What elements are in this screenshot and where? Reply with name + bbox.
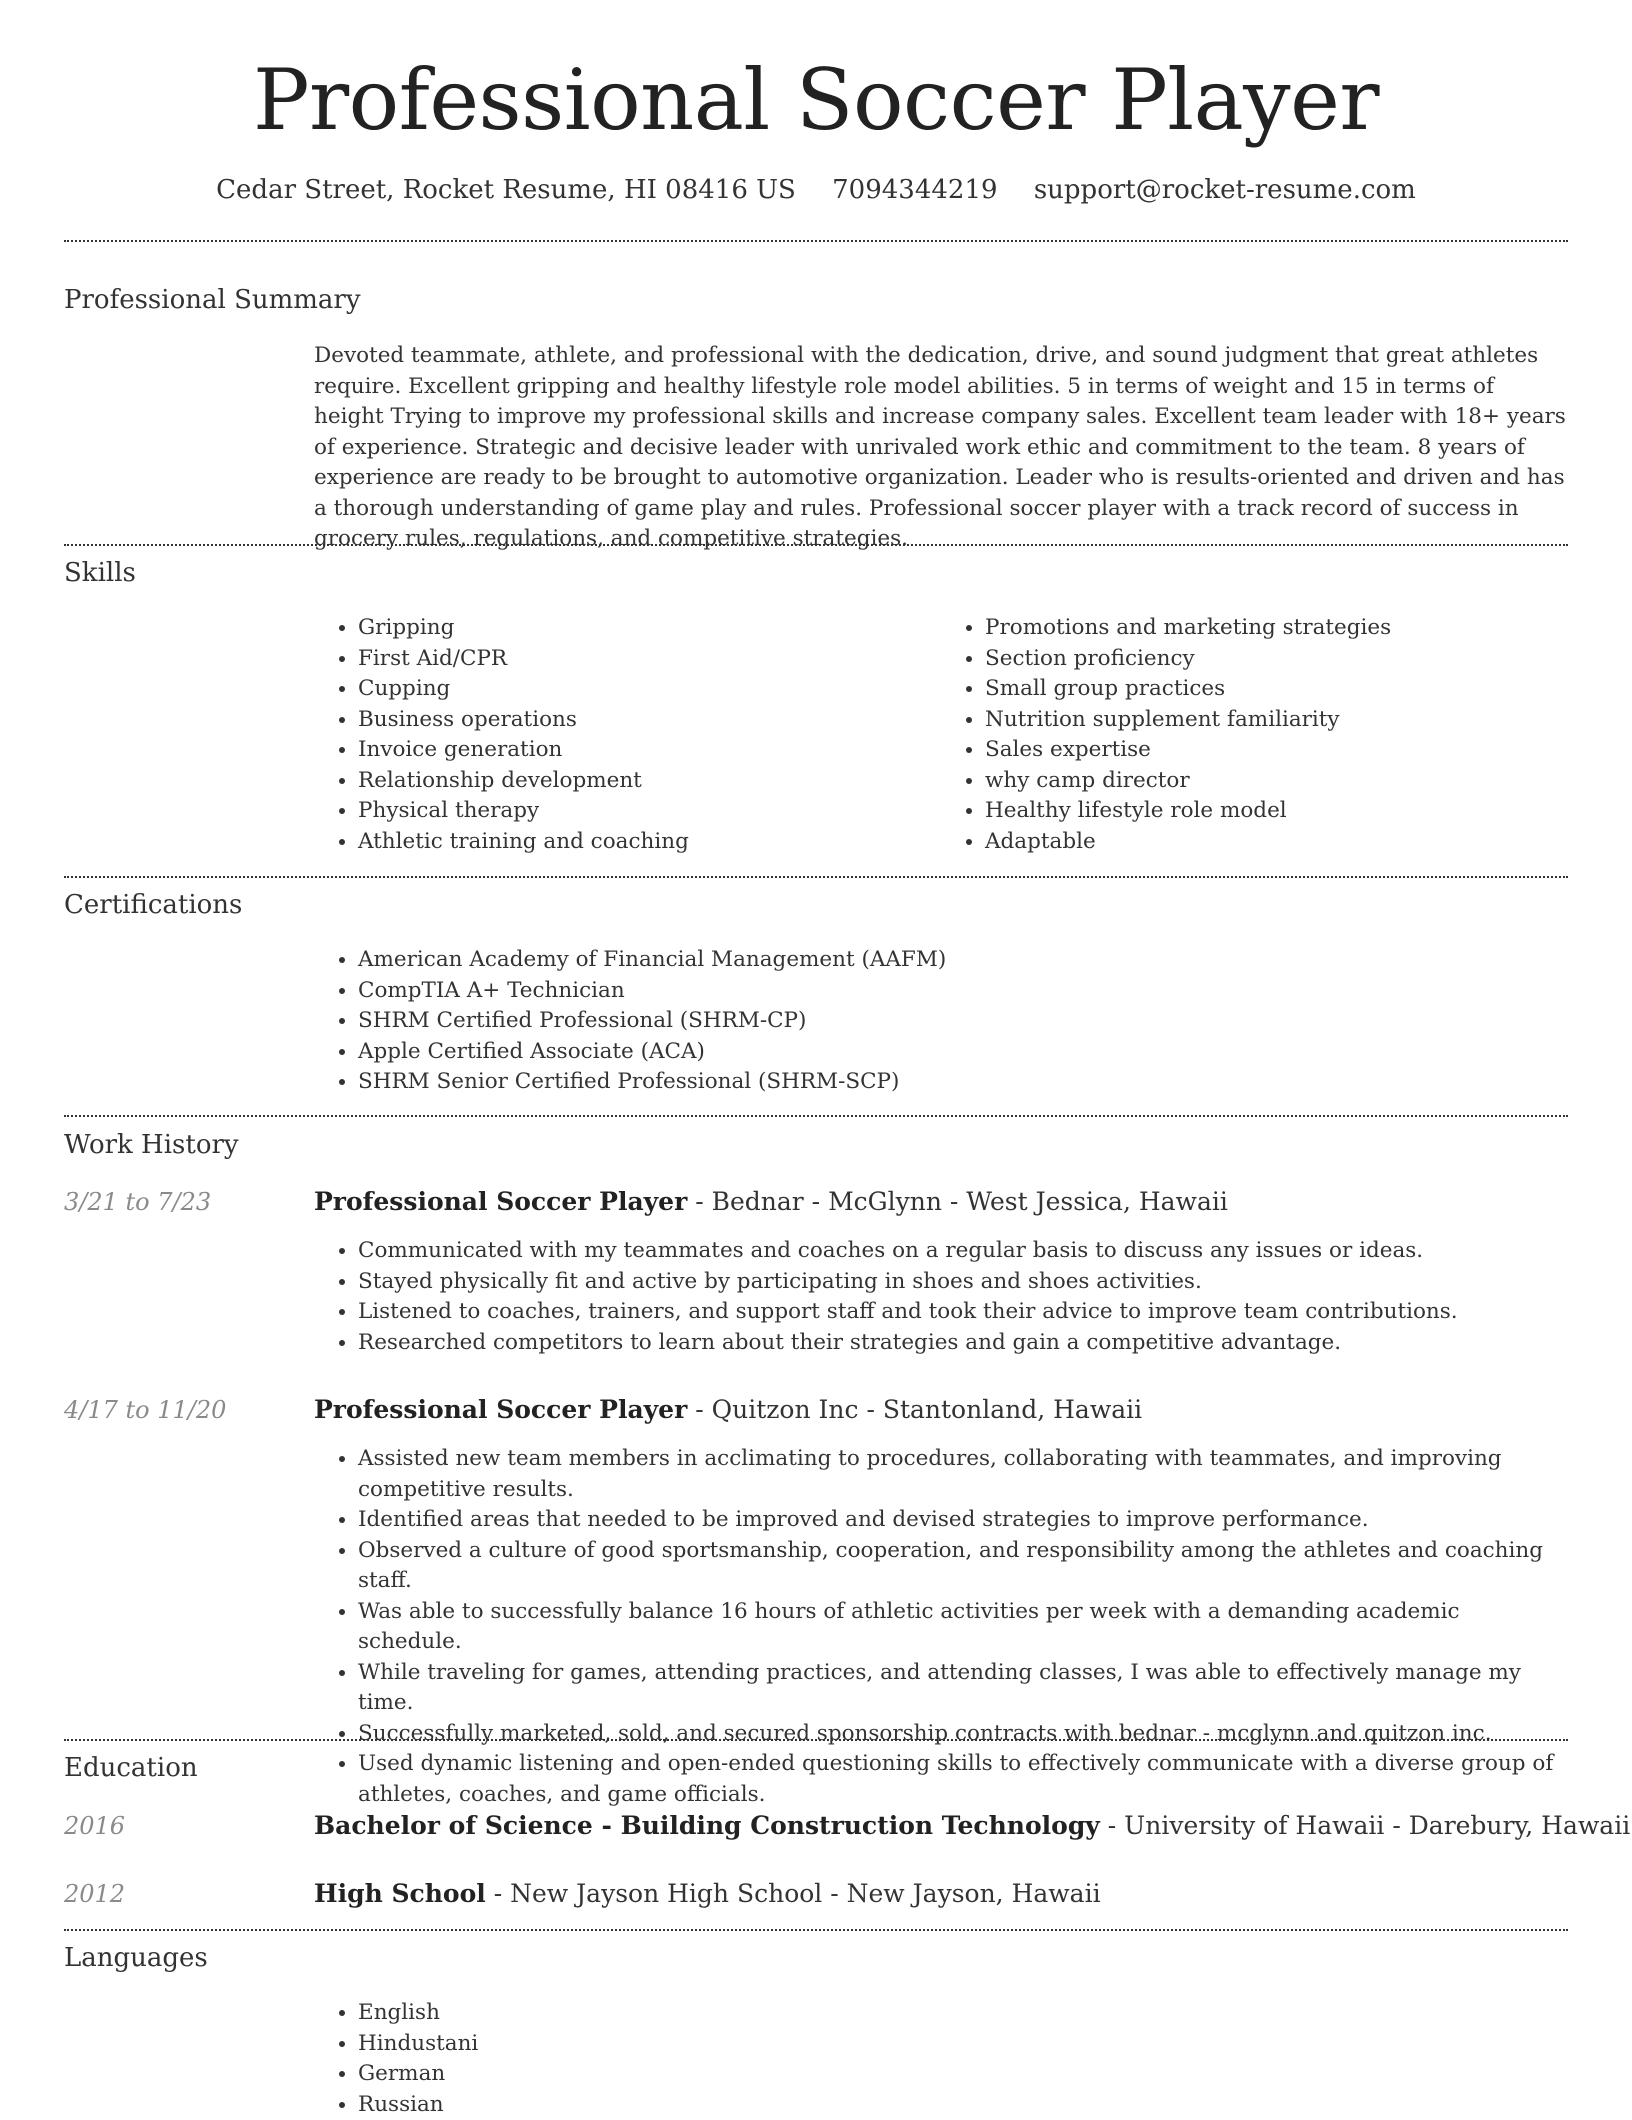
list-item: • Communicated with my teammates and coaches on a regular basis to discuss any issues or ideas. (358, 1236, 1568, 1267)
resume-header (0, 0, 1632, 208)
job-title (314, 1185, 1228, 1219)
list-item: • Section proficiency (985, 644, 1568, 675)
skills-list-right (941, 613, 1568, 857)
list-item: • Listened to coaches, trainers, and support staff and took their advice to improve team contributions. (358, 1297, 1568, 1328)
list-item: • CompTIA A+ Technician (358, 976, 1568, 1007)
education-school: - New Jayson High School - New Jayson, Hawaii (486, 1879, 1101, 1908)
list-item: • English (358, 1998, 1568, 2029)
job-bullets-block (314, 1236, 1568, 1358)
email: support@rocket-resume.com (1034, 175, 1416, 205)
phone: 7094344219 (832, 175, 997, 205)
certifications-block (314, 945, 1568, 1098)
education-degree: High School (314, 1879, 486, 1908)
list-item: • Healthy lifestyle role model (985, 796, 1568, 827)
job-dates: 4/17 to 11/20 (64, 1393, 226, 1427)
list-item: • SHRM Senior Certified Professional (SHRM-SCP) (358, 1067, 1568, 1098)
certifications-list (314, 945, 1568, 1098)
job-bullets (314, 1444, 1568, 1810)
job-bullets (314, 1236, 1568, 1358)
job-role: Professional Soccer Player (314, 1395, 687, 1424)
list-item: • Assisted new team members in acclimating to procedures, collaborating with teammates, and improving competitive results. (358, 1444, 1568, 1505)
list-item: • Gripping (358, 613, 941, 644)
list-item: • Sales expertise (985, 735, 1568, 766)
list-item: • Stayed physically fit and active by participating in shoes and shoes activities. (358, 1267, 1568, 1298)
list-item: • Observed a culture of good sportsmanship, cooperation, and responsibility among the athletes and coaching staff. (358, 1536, 1568, 1597)
list-item: • SHRM Certified Professional (SHRM-CP) (358, 1006, 1568, 1037)
summary-block (314, 341, 1568, 555)
candidate-name: Professional Soccer Player (0, 50, 1632, 150)
divider (64, 544, 1568, 546)
education-year: 2012 (64, 1877, 125, 1911)
skills-block (314, 613, 1568, 857)
list-item: • Was able to successfully balance 16 hours of athletic activities per week with a demanding academic schedule. (358, 1597, 1568, 1658)
list-item: • Business operations (358, 705, 941, 736)
summary-text: Devoted teammate, athlete, and professional with the dedication, drive, and sound judgment that great athletes require. Excellent gripping and healthy lifestyle role model abilities. 5 in terms of weight and 15 in terms of height Trying to improve my professional skills and increase company sales. Excellent team leader with 18+ years of experience. Strategic and decisive leader with unrivaled work ethic and commitment to the team. 8 years of experience are ready to be brought to automotive organization. Leader who is results-oriented and driven and has a thorough understanding of game play and rules. Professional soccer player with a track record of success in grocery rules, regulations, and competitive strategies. (314, 341, 1568, 555)
list-item: • While traveling for games, attending practices, and attending classes, I was able to effectively manage my time. (358, 1658, 1568, 1719)
list-item: • Cupping (358, 674, 941, 705)
list-item: • German (358, 2059, 1568, 2090)
skills-list-left (314, 613, 941, 857)
section-title-skills: Skills (64, 555, 136, 591)
list-item: • Adaptable (985, 827, 1568, 858)
section-title-summary: Professional Summary (64, 282, 361, 318)
list-item: • Invoice generation (358, 735, 941, 766)
list-item: • Nutrition supplement familiarity (985, 705, 1568, 736)
job-bullets-block (314, 1444, 1568, 1810)
job-employer: - Quitzon Inc - Stantonland, Hawaii (687, 1395, 1142, 1424)
education-entry (314, 1809, 1630, 1843)
list-item: • Relationship development (358, 766, 941, 797)
divider (64, 1929, 1568, 1931)
list-item: • Physical therapy (358, 796, 941, 827)
list-item: • Researched competitors to learn about their strategies and gain a competitive advantage. (358, 1328, 1568, 1359)
divider (64, 876, 1568, 878)
list-item: • Hindustani (358, 2029, 1568, 2060)
education-school: - University of Hawaii - Darebury, Hawaii (1100, 1811, 1630, 1840)
contact-line (0, 172, 1632, 208)
divider (64, 240, 1568, 242)
divider (64, 1115, 1568, 1117)
list-item: • Small group practices (985, 674, 1568, 705)
education-year: 2016 (64, 1809, 125, 1843)
section-title-education: Education (64, 1750, 198, 1786)
languages-list (314, 1998, 1568, 2120)
job-employer: - Bednar - McGlynn - West Jessica, Hawaii (687, 1187, 1228, 1216)
list-item: • Promotions and marketing strategies (985, 613, 1568, 644)
job-dates: 3/21 to 7/23 (64, 1185, 211, 1219)
languages-block (314, 1998, 1568, 2120)
job-title (314, 1393, 1142, 1427)
section-title-languages: Languages (64, 1940, 208, 1976)
list-item: • Athletic training and coaching (358, 827, 941, 858)
list-item: • Identified areas that needed to be improved and devised strategies to improve performance. (358, 1505, 1568, 1536)
skills-columns (314, 613, 1568, 857)
list-item: • Apple Certified Associate (ACA) (358, 1037, 1568, 1068)
section-title-work-history: Work History (64, 1127, 239, 1163)
list-item: • First Aid/CPR (358, 644, 941, 675)
list-item: • why camp director (985, 766, 1568, 797)
list-item: • Used dynamic listening and open-ended questioning skills to effectively communicate with a diverse group of athletes, coaches, and game officials. (358, 1749, 1568, 1810)
list-item: • Russian (358, 2090, 1568, 2120)
list-item: • American Academy of Financial Management (AAFM) (358, 945, 1568, 976)
education-entry (314, 1877, 1101, 1911)
address: Cedar Street, Rocket Resume, HI 08416 US (216, 175, 796, 205)
education-degree: Bachelor of Science - Building Construction Technology (314, 1811, 1100, 1840)
job-role: Professional Soccer Player (314, 1187, 687, 1216)
section-title-certifications: Certifications (64, 887, 242, 923)
divider (64, 1739, 1568, 1741)
list-item: • Successfully marketed, sold, and secured sponsorship contracts with bednar - mcglynn and quitzon inc. (358, 1719, 1568, 1750)
